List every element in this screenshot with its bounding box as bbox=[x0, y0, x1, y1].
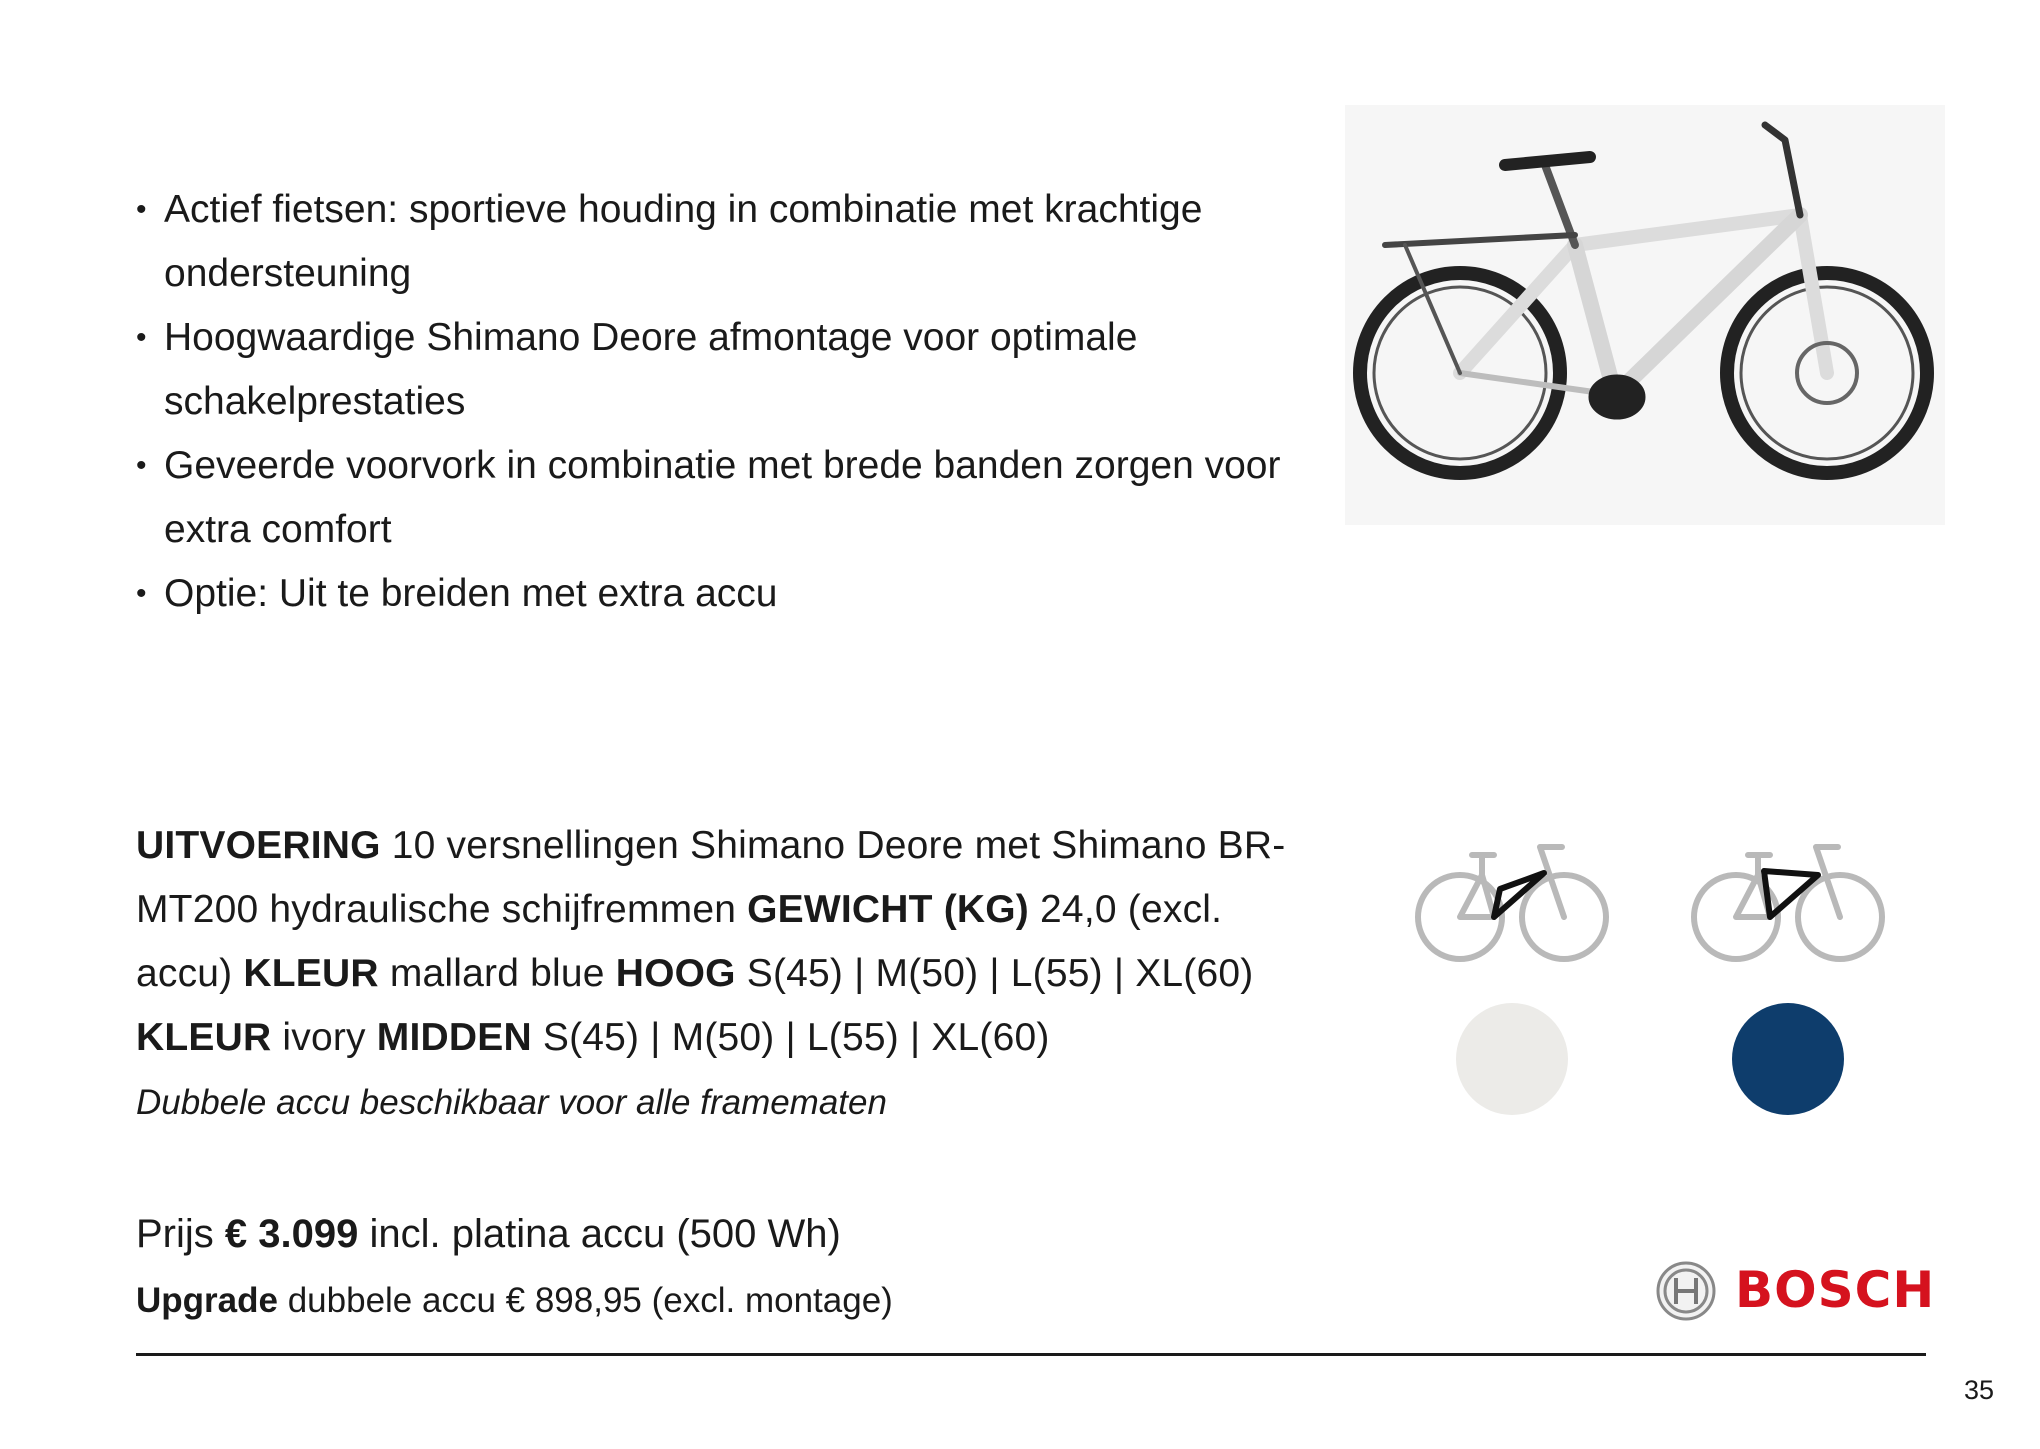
price-line bbox=[136, 1204, 1336, 1264]
spec-value-gewicht: 24,0 (excl. accu) bbox=[136, 888, 1223, 995]
specs-block bbox=[136, 814, 1316, 1070]
spec-label-gewicht: GEWICHT (KG) bbox=[747, 888, 1029, 931]
price-label: Prijs bbox=[136, 1212, 214, 1256]
price-amount: € 3.099 bbox=[224, 1212, 359, 1256]
upgrade-text: dubbele accu € 898,95 (excl. montage) bbox=[287, 1281, 893, 1320]
feature-item: • Geveerde voorvork in combinatie met brede banden zorgen voor extra comfort bbox=[136, 434, 1306, 562]
frame-mid-step-icon bbox=[1688, 835, 1888, 965]
footer-divider bbox=[136, 1353, 1926, 1356]
spec-label-hoog: HOOG bbox=[615, 952, 736, 995]
feature-list bbox=[136, 178, 1306, 626]
spec-value-uitvoering: 10 versnellingen Shimano Deore met Shimano BR-MT200 hydraulische schijfremmen bbox=[136, 824, 1286, 931]
spec-value-kleur: ivory bbox=[282, 1016, 366, 1059]
spec-value-midden-sizes: S(45) | M(50) | L(55) | XL(60) bbox=[542, 1016, 1050, 1059]
spec-label-midden: MIDDEN bbox=[376, 1016, 532, 1059]
price-suffix: incl. platina accu (500 Wh) bbox=[369, 1212, 841, 1256]
page-number: 35 bbox=[1963, 1375, 1994, 1405]
frame-low-step-icon bbox=[1412, 835, 1612, 965]
feature-item: • Optie: Uit te breiden met extra accu bbox=[136, 562, 1306, 626]
feature-item: • Actief fietsen: sportieve houding in combinatie met krachtige ondersteuning bbox=[136, 178, 1306, 306]
upgrade-label: Upgrade bbox=[136, 1281, 278, 1320]
spec-value-hoog-sizes: S(45) | M(50) | L(55) | XL(60) bbox=[746, 952, 1254, 995]
bosch-armature-icon bbox=[1655, 1260, 1717, 1322]
spec-label-uitvoering: UITVOERING bbox=[136, 824, 381, 867]
battery-note: Dubbele accu beschikbaar voor alle framematen bbox=[136, 1083, 887, 1122]
bike-photo bbox=[1345, 105, 1945, 525]
color-swatch-mallard-blue bbox=[1732, 1003, 1844, 1115]
spec-label-kleur: KLEUR bbox=[136, 1016, 272, 1059]
color-swatch-ivory bbox=[1456, 1003, 1568, 1115]
spec-label-kleur: KLEUR bbox=[243, 952, 379, 995]
feature-item: • Hoogwaardige Shimano Deore afmontage voor optimale schakelprestaties bbox=[136, 306, 1306, 434]
upgrade-line bbox=[136, 1274, 1336, 1328]
bosch-brand-name: BOSCH bbox=[1735, 1261, 1936, 1319]
spec-value-kleur: mallard blue bbox=[389, 952, 605, 995]
